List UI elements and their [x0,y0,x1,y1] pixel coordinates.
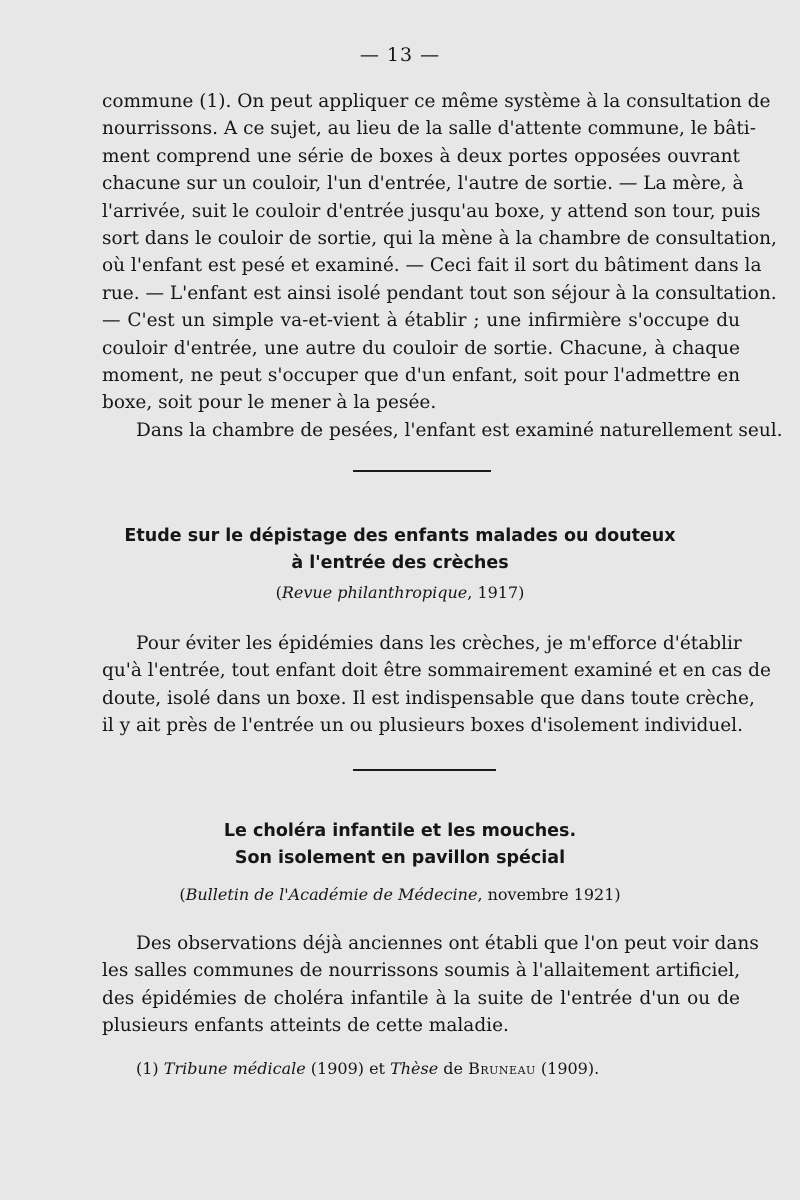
section-citation: (Revue philanthropique, 1917) [275,583,525,602]
section-title-line: Etude sur le dépistage des enfants malades ou douteux [124,526,676,546]
text-line: chacune sur un couloir, l'un d'entrée, l'autre de sortie. — La mère, à [102,173,744,195]
text-line: l'arrivée, suit le couloir d'entrée jusqu'au boxe, y attend son tour, puis [102,200,761,222]
section-title [0,818,800,872]
text-line: commune (1). On peut appliquer ce même système à la consultation de [102,91,771,112]
text-line: il y ait près de l'entrée un ou plusieurs boxes d'isolement individuel. [102,715,743,737]
text-line: ment comprend une série de boxes à deux portes opposées ouvrant [102,145,740,167]
intro-paragraph [102,88,783,444]
text-line: — C'est un simple va-et-vient à établir ; une infirmière s'occupe du [102,310,740,332]
section1-paragraph [102,630,771,740]
text-line: Des observations déjà anciennes ont établi que l'on peut voir dans [136,933,759,954]
text-line: qu'à l'entrée, tout enfant doit être sommairement examiné et en cas de [102,660,771,682]
footnote: (1) Tribune médicale (1909) et Thèse de Bruneau (1909). [136,1059,600,1078]
section-divider [353,470,491,472]
text-line: plusieurs enfants atteints de cette maladie. [102,1015,509,1037]
text-line: les salles communes de nourrissons soumis à l'allaitement artificiel, [102,960,741,982]
text-line: boxe, soit pour le mener à la pesée. [102,392,437,414]
page-number: — 13 — [359,44,441,66]
text-line: rue. — L'enfant est ainsi isolé pendant tout son séjour à la consultation. [102,282,777,304]
section2-paragraph [102,930,759,1040]
section-title [0,523,800,577]
text-line: doute, isolé dans un boxe. Il est indispensable que dans toute crèche, [102,687,755,709]
citation-source: Bulletin de l'Académie de Médecine [185,885,478,904]
footnote-author: Bruneau [468,1059,536,1078]
text-line: où l'enfant est pesé et examiné. — Ceci fait il sort du bâtiment dans la [102,255,762,277]
section-divider [353,769,496,771]
text-line: nourrissons. A ce sujet, au lieu de la salle d'attente commune, le bâti- [102,118,756,140]
text-line: des épidémies de choléra infantile à la suite de l'entrée d'un ou de [102,987,740,1009]
text-line: Dans la chambre de pesées, l'enfant est examiné naturellement seul. [136,419,783,441]
section-title-line: à l'entrée des crèches [291,553,509,573]
text-line: Pour éviter les épidémies dans les crèches, je m'efforce d'établir [136,633,742,654]
text-line: moment, ne peut s'occuper que d'un enfant, soit pour l'admettre en [102,365,740,387]
section-citation: (Bulletin de l'Académie de Médecine, novembre 1921) [179,885,621,904]
citation-source: Revue philanthropique [281,583,468,602]
section-title-line: Le choléra infantile et les mouches. [223,821,577,841]
text-line: sort dans le couloir de sortie, qui la mène à la chambre de consultation, [102,228,777,250]
text-line: couloir d'entrée, une autre du couloir de sortie. Chacune, à chaque [102,337,740,359]
section-title-line: Son isolement en pavillon spécial [234,848,566,868]
